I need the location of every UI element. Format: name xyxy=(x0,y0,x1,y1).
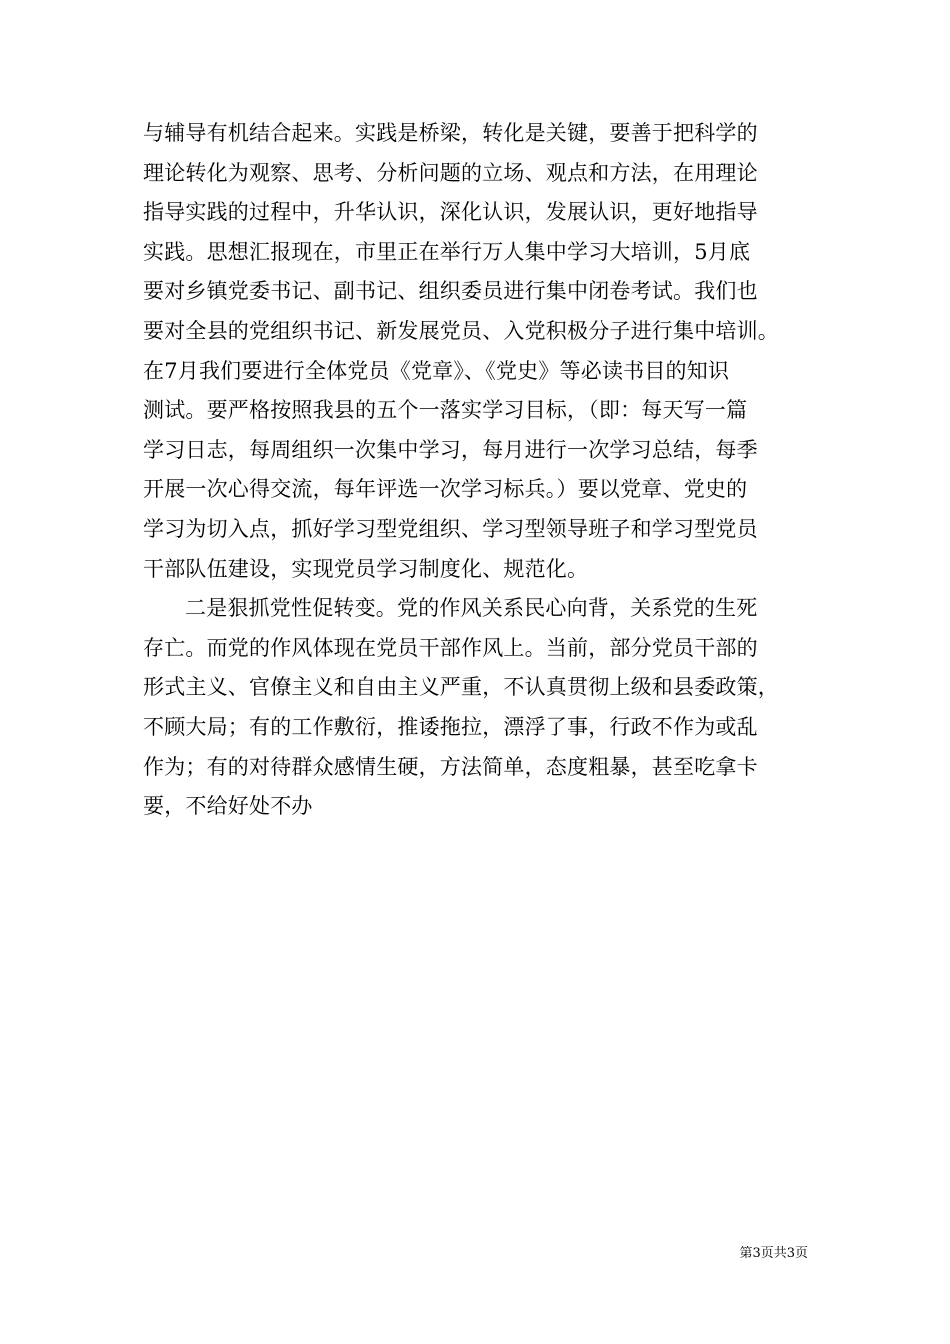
text-line: 不顾大局；有的工作敷衍，推诿拖拉，漂浮了事，行政不作为或乱 xyxy=(143,714,758,739)
text-line: 指导实践的过程中，升华认识，深化认识，发展认识，更好地指导 xyxy=(143,200,758,225)
text-line: 存亡。而党的作风体现在党员干部作风上。当前，部分党员干部的 xyxy=(143,635,758,660)
text-line: 干部队伍建设，实现党员学习制度化、规范化。 xyxy=(143,556,589,581)
text-line: 实践。思想汇报现在，市里正在举行万人集中学习大培训，5月底 xyxy=(143,239,751,264)
paragraph-start-line: 二是狠抓党性促转变。党的作风关系民心向背，关系党的生死 xyxy=(185,596,758,621)
text-line: 测试。要严格按照我县的五个一落实学习目标，（即：每天写一篇 xyxy=(143,398,748,423)
text-line: 形式主义、官僚主义和自由主义严重，不认真贯彻上级和县委政策， xyxy=(143,675,779,700)
text-line: 要对乡镇党委书记、副书记、组织委员进行集中闭卷考试。我们也 xyxy=(143,279,758,304)
text-line: 作为；有的对待群众感情生硬，方法简单，态度粗暴，甚至吃拿卡 xyxy=(143,754,758,779)
document-body xyxy=(143,114,823,827)
page-number: 第3页共3页 xyxy=(739,1246,808,1261)
text-line: 开展一次心得交流，每年评选一次学习标兵。）要以党章、党史的 xyxy=(143,477,748,502)
text-line: 与辅导有机结合起来。实践是桥梁，转化是关键，要善于把科学的 xyxy=(143,121,758,145)
text-line: 学习为切入点，抓好学习型党组织、学习型领导班子和学习型党员 xyxy=(143,516,758,541)
text-line: 理论转化为观察、思考、分析问题的立场、观点和方法，在用理论 xyxy=(143,160,758,185)
text-line: 在7月我们要进行全体党员《党章》、《党史》等必读书目的知识 xyxy=(143,358,730,383)
text-line: 要，不给好处不办 xyxy=(143,794,313,819)
text-line: 学习日志，每周组织一次集中学习，每月进行一次学习总结，每季 xyxy=(143,437,758,462)
text-line: 要对全县的党组织书记、新发展党员、入党积极分子进行集中培训。 xyxy=(143,318,779,343)
